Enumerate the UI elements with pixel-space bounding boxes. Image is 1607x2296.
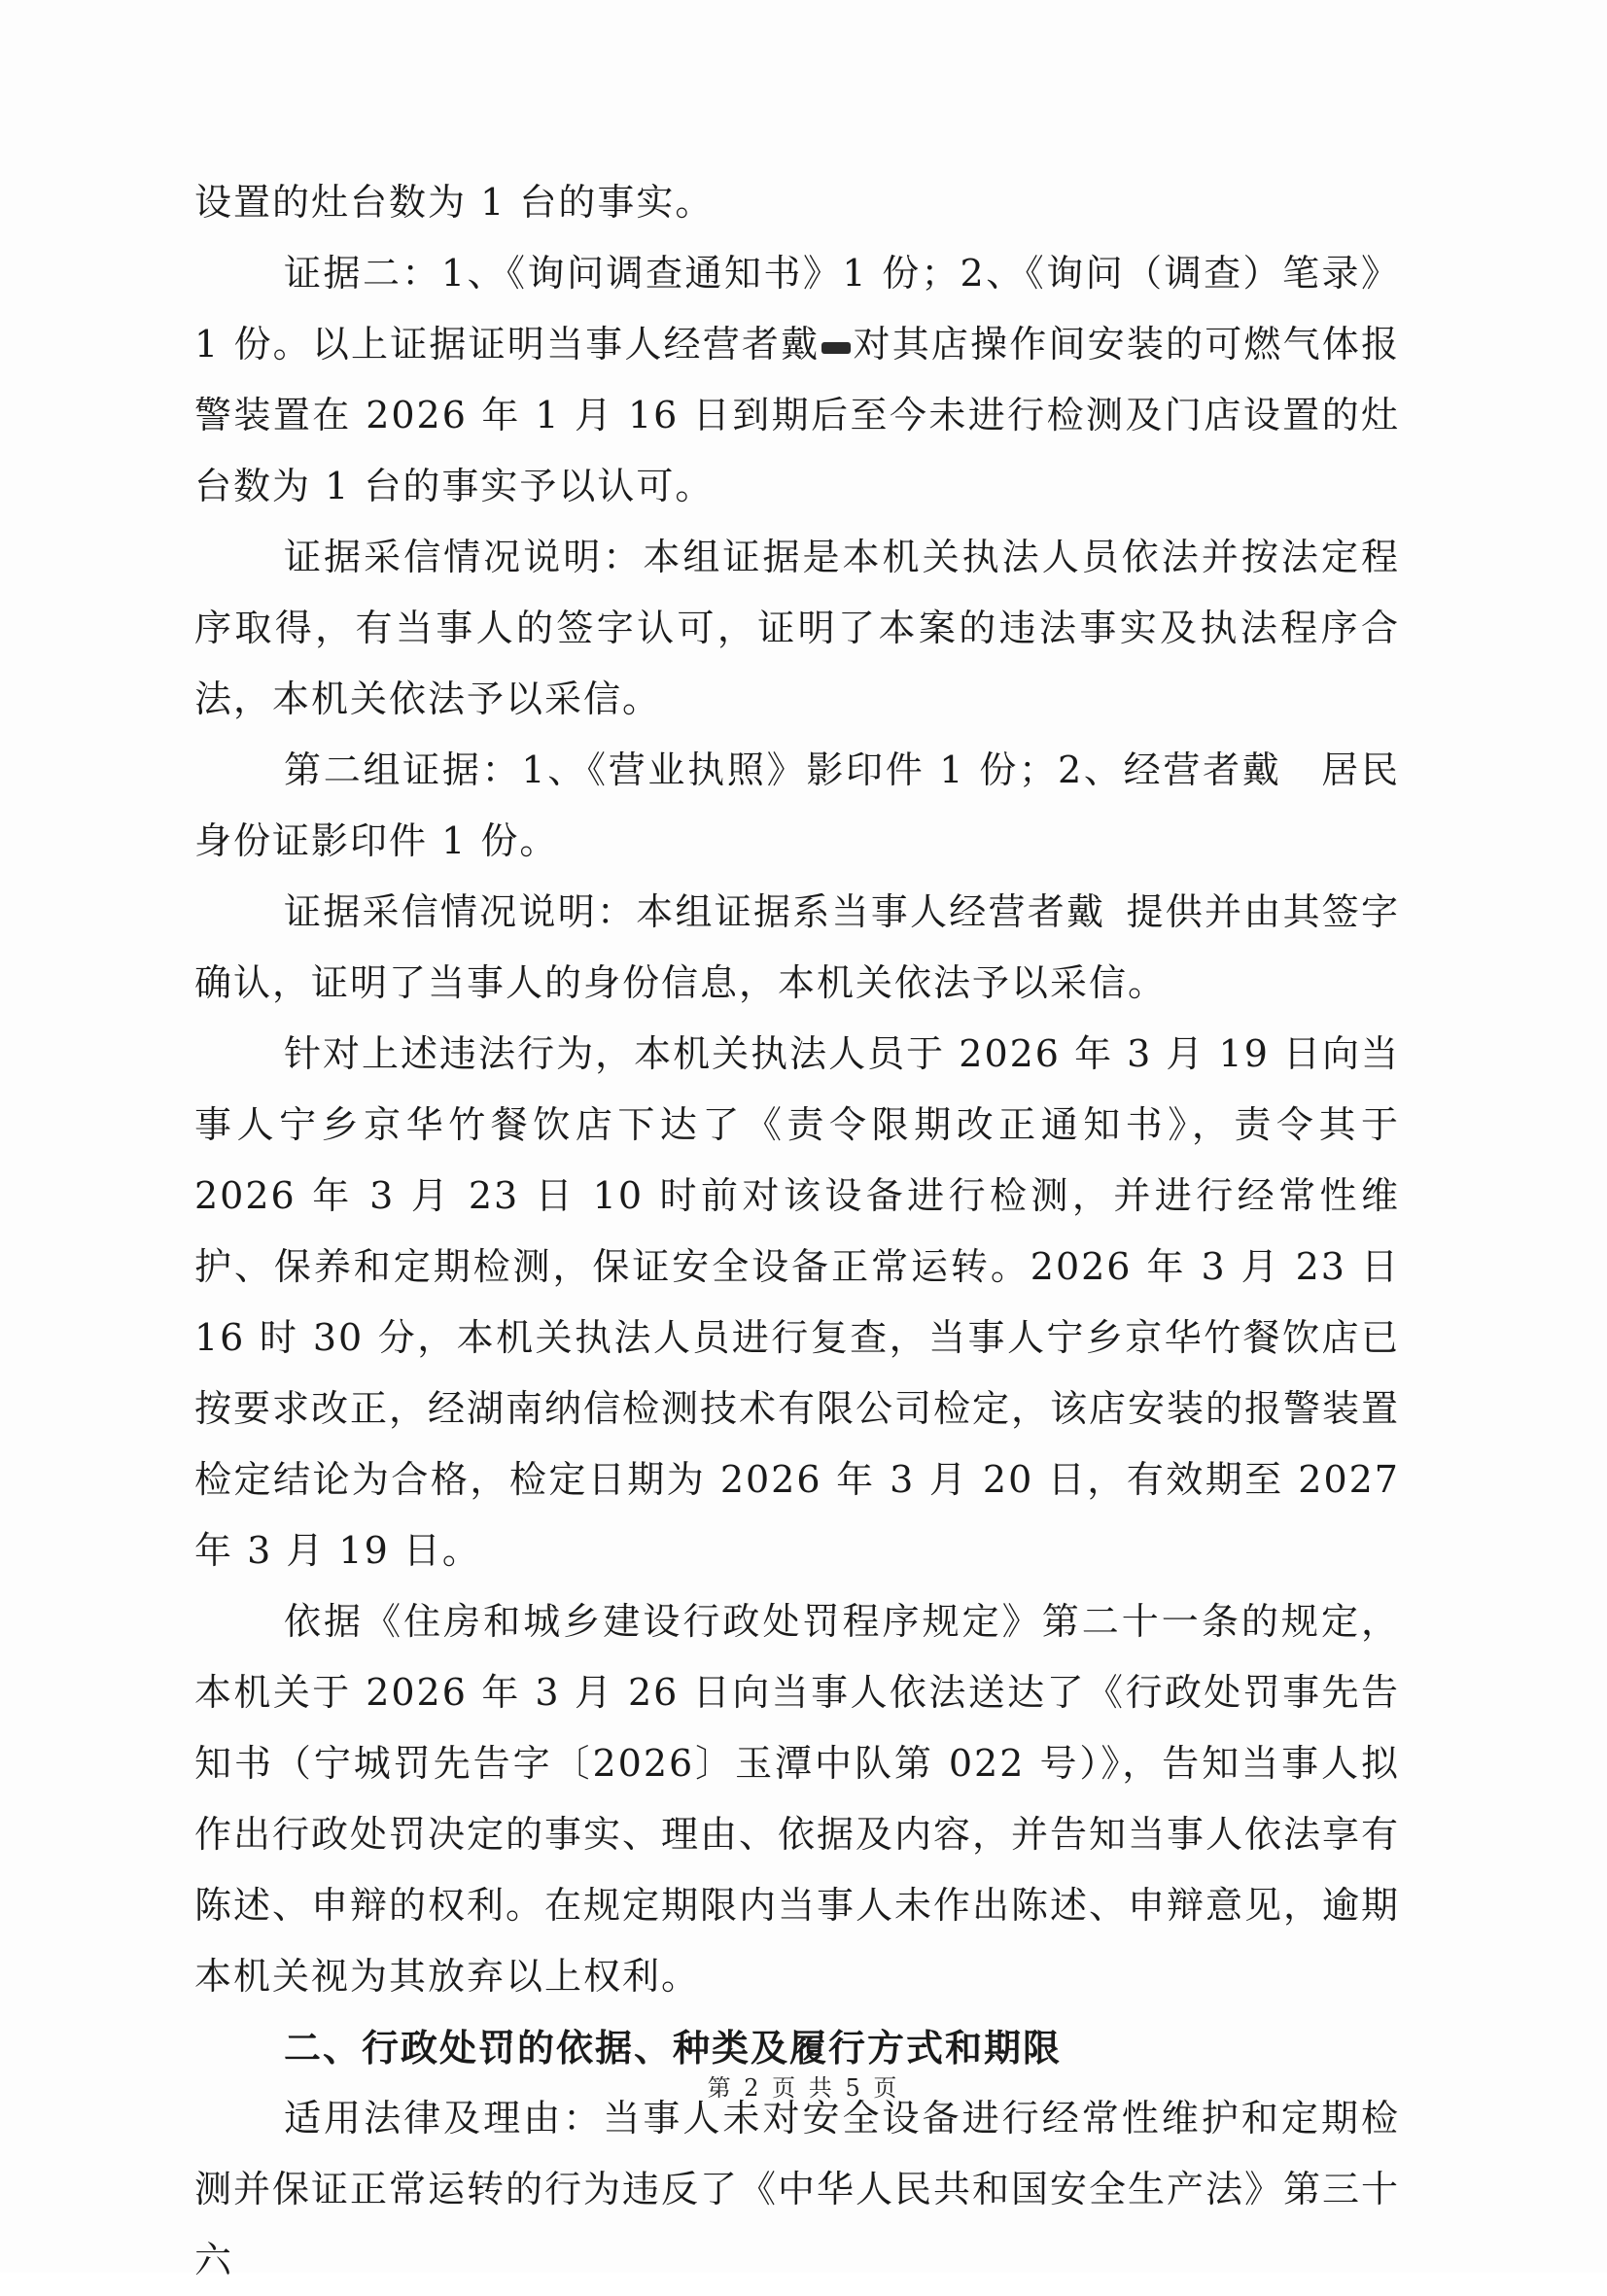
paragraph-fact-continuation xyxy=(194,167,1400,238)
paragraph-text: 设置的灶台数为 1 台的事实。 xyxy=(194,181,715,224)
paragraph-evidence-two xyxy=(194,238,1400,522)
paragraph-text-after: 提供并由其签字确认，证明了当事人的身份信息，本机关依法予以采信。 xyxy=(194,890,1400,1004)
document-body xyxy=(194,167,1400,2296)
paragraph-text: 证据二：1、《询问调查通知书》1 份；2、《询问（调查）笔录》1 份。以上证据证明当事人经营者戴 xyxy=(194,252,1400,365)
paragraph-text: 针对上述违法行为，本机关执法人员于 2026 年 3 月 19 日向当事人宁乡京华竹餐饮店下达了《责令限期改正通知书》，责令其于 2026 年 3 月 23 日 10 时前对该设备进行检测，并进行经常性维护、保养和定期检测，保证安全设备正常运转。2026 年 3 月 23 日 16 时 30 分，本机关执法人员进行复查，当事人宁乡京华竹餐饮店已按要求改正，经湖南纳信检测技术有限公司检定，该店安装的报警装置检定结论为合格，检定日期为 2026 年 3 月 20 日，有效期至 2027 年 3 月 19 日。 xyxy=(194,1032,1401,1572)
paragraph-evidence-adoption-1 xyxy=(194,522,1400,735)
paragraph-text: 证据采信情况说明：本组证据是本机关执法人员依法并按法定程序取得，有当事人的签字认可，证明了本案的违法事实及执法程序合法，本机关依法予以采信。 xyxy=(194,536,1400,720)
paragraph-evidence-adoption-2 xyxy=(194,877,1400,1019)
paragraph-rectification xyxy=(194,1019,1400,1586)
paragraph-text: 第二组证据：1、《营业执照》影印件 1 份；2、经营者戴 xyxy=(284,748,1282,791)
paragraph-text: 适用法律及理由：当事人未对安全设备进行经常性维护和定期检测并保证正常运转的行为违反了《中华人民共和国安全生产法》第三十六 xyxy=(194,2097,1401,2281)
page-number-footer: 第 2 页 共 5 页 xyxy=(707,2074,900,2102)
paragraph-text: 依据《住房和城乡建设行政处罚程序规定》第二十一条的规定，本机关于 2026 年 3 月 26 日向当事人依法送达了《行政处罚事先告知书（宁城罚先告字〔2026〕玉潭中队第 022 号）》，告知当事人拟作出行政处罚决定的事实、理由、依据及内容，并告知当事人依法享有陈述、申辩的权利。在规定期限内当事人未作出陈述、申辩意见，逾期本机关视为其放弃以上权利。 xyxy=(194,1600,1401,1998)
paragraph-text-after: 居民身份证影印件 1 份。 xyxy=(194,748,1400,862)
paragraph-applicable-law xyxy=(194,2083,1400,2296)
section-heading: 二、行政处罚的依据、种类及履行方式和期限 xyxy=(284,2026,1063,2070)
paragraph-evidence-group-two xyxy=(194,735,1400,877)
paragraph-text-after: 对其店操作间安装的可燃气体报警装置在 2026 年 1 月 16 日到期后至今未进行检测及门店设置的灶台数为 1 台的事实予以认可。 xyxy=(194,323,1400,507)
redaction-mark xyxy=(821,342,851,354)
paragraph-prior-notice xyxy=(194,1586,1400,2012)
paragraph-text: 证据采信情况说明：本组证据系当事人经营者戴 xyxy=(284,890,1106,933)
